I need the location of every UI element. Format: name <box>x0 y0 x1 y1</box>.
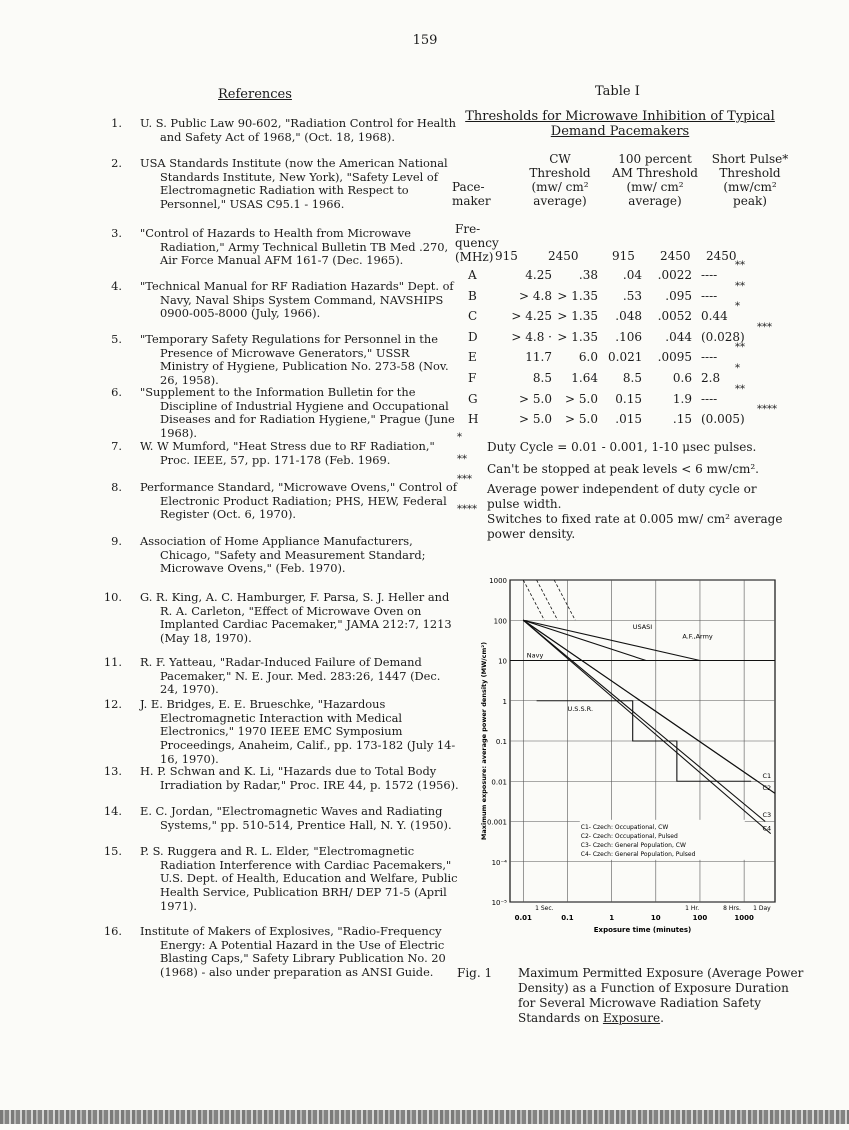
reference-item <box>100 440 445 467</box>
cell-am-915: 0.021 <box>608 350 643 365</box>
y-tick-label: 10⁻⁵ <box>491 899 507 907</box>
cell-am-2450: 1.9 <box>672 391 692 406</box>
reference-number: 2. <box>111 156 122 170</box>
reference-item <box>100 925 445 980</box>
reference-text: "Temporary Safety Regulations for Personnel in the Presence of Microwave Generators," USSR Ministry of Hygiene, Publication No. 273-58 (Nov. 26, 1958). <box>140 332 449 388</box>
reference-number: 15. <box>103 844 122 858</box>
row-pacemaker: F <box>468 371 477 385</box>
reference-text: U. S. Public Law 90-602, "Radiation Control for Health and Safety Act of 1968," (Oct. 18, 1968). <box>140 116 456 144</box>
cell-cw-2450: > 1.35 <box>557 309 598 324</box>
series-line-c2 <box>523 620 775 793</box>
row-pacemaker: H <box>468 412 479 427</box>
reference-item <box>100 156 448 212</box>
y-tick-label: 100 <box>493 617 507 626</box>
header-short-pulse: Short Pulse* Threshold (mw/cm² peak) <box>711 152 789 208</box>
frequency-value: 2450 <box>548 249 579 263</box>
cell-cw-915: 11.7 <box>525 350 552 365</box>
y-tick-label: 10⁻⁴ <box>491 858 507 867</box>
table-heading: Table I <box>595 84 640 99</box>
footnote-mark: ** <box>735 383 745 395</box>
chart-annotation: U.S.S.R. <box>567 705 594 714</box>
reference-text: Association of Home Appliance Manufacturers, Chicago, "Safety and Measurement Standard; Microwave Ovens," (Feb. 1970). <box>140 534 426 576</box>
frequency-value: 915 <box>612 249 635 263</box>
y-tick-label: 10 <box>498 657 507 666</box>
y-tick-label: 1 <box>502 697 507 706</box>
reference-number: 3. <box>111 226 122 240</box>
reference-text: "Technical Manual for RF Radiation Hazards" Dept. of Navy, Naval Ships System Command, NAVSHIPS 0900-005-8000 (July, 1966). <box>140 279 454 321</box>
reference-item <box>100 804 452 832</box>
x-tick-label: 1000 <box>734 914 754 922</box>
frequency-value: 2450 <box>660 249 691 263</box>
frequency-value: 2450 <box>706 249 737 263</box>
reference-text: R. F. Yatteau, "Radar-Induced Failure of Demand Pacemaker," N. E. Jour. Med. 283:26, 1447 (Dec. 24, 1970). <box>140 655 441 697</box>
cell-cw-2450: > 1.35 <box>557 329 598 344</box>
dashed-projection <box>554 580 575 620</box>
footnote-mark: ** <box>735 260 745 271</box>
header-am: 100 percent AM Threshold (mw/ cm² average) <box>612 152 698 208</box>
cell-cw-2450: > 5.0 <box>565 412 598 427</box>
x-time-label: 8 Hrs. <box>723 905 741 912</box>
dashed-projection <box>523 580 544 620</box>
cell-am-2450: .044 <box>665 329 692 344</box>
figure-label: Fig. 1 <box>457 966 493 980</box>
cell-cw-915: > 5.0 <box>519 412 552 427</box>
reference-number: 6. <box>111 385 122 399</box>
note-mark: ** <box>457 454 467 465</box>
chart-annotation: USASI <box>632 623 653 632</box>
series-line-c4 <box>523 620 770 833</box>
reference-text: "Supplement to the Information Bulletin for the Discipline of Industrial Hygiene and Occupational Diseases and for Radiation Hygiene," Prague (June 1968). <box>140 385 455 441</box>
reference-item <box>100 116 456 144</box>
cell-am-2450: 0.6 <box>672 371 692 385</box>
reference-number: 13. <box>103 764 122 778</box>
cell-am-2450: .0052 <box>657 309 692 324</box>
footnote-mark: ** <box>735 342 745 354</box>
reference-text: H. P. Schwan and K. Li, "Hazards due to Total Body Irradiation by Radar," Proc. IRE 44, p. 1572 (1956). <box>140 764 459 792</box>
row-pacemaker: E <box>468 350 477 365</box>
x-tick-label: 100 <box>692 914 708 922</box>
row-pacemaker: D <box>468 329 478 344</box>
reference-number: 12. <box>103 697 122 711</box>
reference-text: W. W Mumford, "Heat Stress due to RF Radiation," Proc. IEEE, 57, pp. 171-178 (Feb. 1969. <box>140 439 435 467</box>
reference-item <box>100 764 459 792</box>
cell-am-915: .53 <box>622 288 642 303</box>
reference-text: G. R. King, A. C. Hamburger, F. Parsa, S. J. Heller and R. A. Carleton, "Effect of Microwave Oven on Implanted Cardiac Pacemaker," JAMA 212:7, 1213 (May 18, 1970). <box>140 590 452 646</box>
reference-number: 14. <box>103 804 122 818</box>
x-axis-label: Exposure time (minutes) <box>593 926 692 934</box>
reference-number: 11. <box>103 655 122 669</box>
figure-caption-end: Exposure <box>602 1011 661 1025</box>
chart-annotation: C3 <box>762 810 772 819</box>
legend-entry: C3- Czech: General Population, CW <box>580 841 686 849</box>
legend-entry: C1- Czech: Occupational, CW <box>580 823 669 831</box>
cell-am-915: .048 <box>615 309 642 324</box>
cell-cw-915: > 4.8 <box>519 288 552 303</box>
x-tick-label: 1 <box>609 914 615 922</box>
chart-annotation: C2 <box>762 784 772 793</box>
reference-text: USA Standards Institute (now the American National Standards Institute, New York), "Safety Level of Electromagnetic Radiation with Respect to Personnel," USAS C95.1 - 1966. <box>140 156 448 212</box>
table-title: Thresholds for Microwave Inhibition of Typical Demand Pacemakers <box>465 109 775 139</box>
reference-item <box>100 697 456 767</box>
cell-am-915: 8.5 <box>622 371 642 385</box>
reference-item <box>100 226 449 268</box>
footnote-mark: * <box>735 301 740 313</box>
figure-caption: Maximum Permitted Exposure (Average Power Density) as a Function of Exposure Duration for Several Microwave Radiation Safety Standards on Exposure. <box>518 966 804 1025</box>
legend-entry: C2- Czech: Occupational, Pulsed <box>580 832 678 840</box>
row-pacemaker: C <box>468 309 478 324</box>
cell-am-2450: .15 <box>672 412 692 427</box>
cell-cw-2450: > 1.35 <box>557 288 598 303</box>
note-mark: **** <box>457 504 477 515</box>
frequency-value: 915 <box>495 249 518 263</box>
y-axis-label: Maximum exposure: average power density (MW/cm²) <box>480 641 488 841</box>
reference-text: "Control of Hazards to Health from Microwave Radiation," Army Technical Bulletin TB Med .270, Air Force Manual AFM 161-7 (Dec. 1965). <box>140 226 449 268</box>
legend-entry: C4- Czech: General Population, Pulsed <box>580 850 696 858</box>
note-text: Can't be stopped at peak levels < 6 mw/cm². <box>487 462 759 476</box>
cell-cw-915: > 4.8 · <box>511 329 552 344</box>
x-time-label: 1 Sec. <box>535 905 554 912</box>
reference-number: 9. <box>111 534 122 548</box>
reference-number: 4. <box>111 279 122 293</box>
cell-cw-2450: 1.64 <box>571 371 598 385</box>
dashed-projection <box>537 580 558 620</box>
chart-annotation: A.F.,Army <box>682 632 713 641</box>
reference-item <box>100 535 445 576</box>
note-text: Switches to fixed rate at 0.005 mw/ cm² average power density. <box>487 512 783 541</box>
note-text: Duty Cycle = 0.01 - 0.001, 1-10 μsec pulses. <box>487 440 757 454</box>
series-line-c3 <box>523 620 765 821</box>
reference-item <box>100 590 452 646</box>
reference-item <box>100 279 454 321</box>
cell-short-pulse: ---- <box>701 268 718 282</box>
cell-cw-915: 4.25 <box>525 268 552 282</box>
cell-cw-915: > 5.0 <box>519 391 552 406</box>
cell-am-2450: .095 <box>665 288 692 303</box>
y-tick-label: 0.001 <box>486 818 507 827</box>
row-pacemaker: A <box>468 268 477 282</box>
header-cw: CW Threshold (mw/ cm² average) <box>529 152 591 208</box>
reference-number: 10. <box>103 590 122 604</box>
note-mark: * <box>457 432 462 443</box>
cell-short-pulse: ---- <box>701 391 718 406</box>
page-number: 159 <box>412 33 438 48</box>
cell-cw-2450: 6.0 <box>578 350 598 365</box>
header-pacemaker: Pace- maker <box>452 180 491 208</box>
x-time-label: 1 Hr. <box>685 905 700 912</box>
reference-text: E. C. Jordan, "Electromagnetic Waves and Radiating Systems," pp. 510-514, Prentice Hall, N. Y. (1950). <box>140 804 452 832</box>
cell-am-2450: .0095 <box>657 350 692 365</box>
cell-short-pulse: (0.005) <box>701 412 745 427</box>
cell-short-pulse: ---- <box>701 288 718 303</box>
cell-cw-2450: > 5.0 <box>565 391 598 406</box>
cell-am-915: .106 <box>615 329 642 344</box>
reference-number: 1. <box>111 116 122 130</box>
y-tick-label: 0.01 <box>491 778 507 787</box>
cell-am-915: .015 <box>615 412 642 427</box>
cell-short-pulse: 0.44 <box>701 309 728 324</box>
cell-short-pulse: ---- <box>701 350 718 365</box>
cell-am-915: .04 <box>622 268 642 282</box>
reference-number: 8. <box>111 480 122 494</box>
reference-number: 5. <box>111 332 122 346</box>
footnote-mark: *** <box>757 321 772 333</box>
y-tick-label: 1000 <box>489 577 507 585</box>
reference-item <box>100 332 449 388</box>
reference-number: 16. <box>103 924 122 938</box>
x-tick-label: 0.01 <box>514 914 532 922</box>
figure-caption-text: Maximum Permitted Exposure (Average Power Density) as a Function of Exposure Duration for Several Microwave Radiation Safety Standards on <box>518 966 804 1025</box>
header-frequency: Fre- quency (MHz) <box>455 222 499 264</box>
footnote-mark: ** <box>735 280 745 292</box>
cell-am-2450: .0022 <box>657 268 692 282</box>
reference-number: 7. <box>111 439 122 453</box>
note-mark: *** <box>457 474 472 485</box>
chart-annotation: C1 <box>762 772 772 781</box>
reference-item <box>100 385 455 441</box>
cell-short-pulse: 2.8 <box>701 371 721 385</box>
note-text: Average power independent of duty cycle or pulse width. <box>487 482 757 511</box>
footnote-mark: **** <box>757 404 777 416</box>
cell-short-pulse: (0.028) <box>701 329 745 344</box>
y-tick-label: 0.1 <box>495 738 507 746</box>
footnote-mark: * <box>735 363 740 374</box>
scan-edge <box>0 1110 849 1124</box>
chart-annotation: Navy <box>526 651 544 660</box>
chart-annotation: C4 <box>762 824 772 833</box>
cell-cw-915: > 4.25 <box>511 309 552 324</box>
cell-am-915: 0.15 <box>615 391 642 406</box>
row-pacemaker: G <box>468 391 478 406</box>
reference-text: Institute of Makers of Explosives, "Radio-Frequency Energy: A Potential Hazard in the Use of Electric Blasting Caps," Safety Library Publication No. 20 (1968) - also under preparation as ANSI Guide. <box>140 924 446 980</box>
reference-text: Performance Standard, "Microwave Ovens," Control of Electronic Product Radiation; PHS, HEW, Federal Register (Oct. 6, 1970). <box>140 480 457 522</box>
reference-item <box>100 656 445 697</box>
reference-text: P. S. Ruggera and R. L. Elder, "Electromagnetic Radiation Interference with Cardiac Pacemakers," U.S. Dept. of Health, Education and Welfare, Public Health Service, Publication BRH/ DEP 71-5 (April 1971). <box>140 844 458 913</box>
x-tick-label: 0.1 <box>561 914 574 922</box>
row-pacemaker: B <box>468 288 477 303</box>
reference-item <box>100 480 457 522</box>
references-heading: References <box>218 87 292 102</box>
cell-cw-2450: .38 <box>578 268 598 282</box>
reference-text: J. E. Bridges, E. E. Brueschke, "Hazardous Electromagnetic Interaction with Medical Electronics," 1970 IEEE EMC Symposium Proceedings, Anaheim, Calif., pp. 173-182 (July 14-16, 1970). <box>140 697 456 766</box>
x-time-label: 1 Day <box>753 905 771 912</box>
cell-cw-915: 8.5 <box>532 371 552 385</box>
x-tick-label: 10 <box>650 914 661 922</box>
reference-item <box>100 844 458 914</box>
exposure-chart <box>470 572 810 952</box>
